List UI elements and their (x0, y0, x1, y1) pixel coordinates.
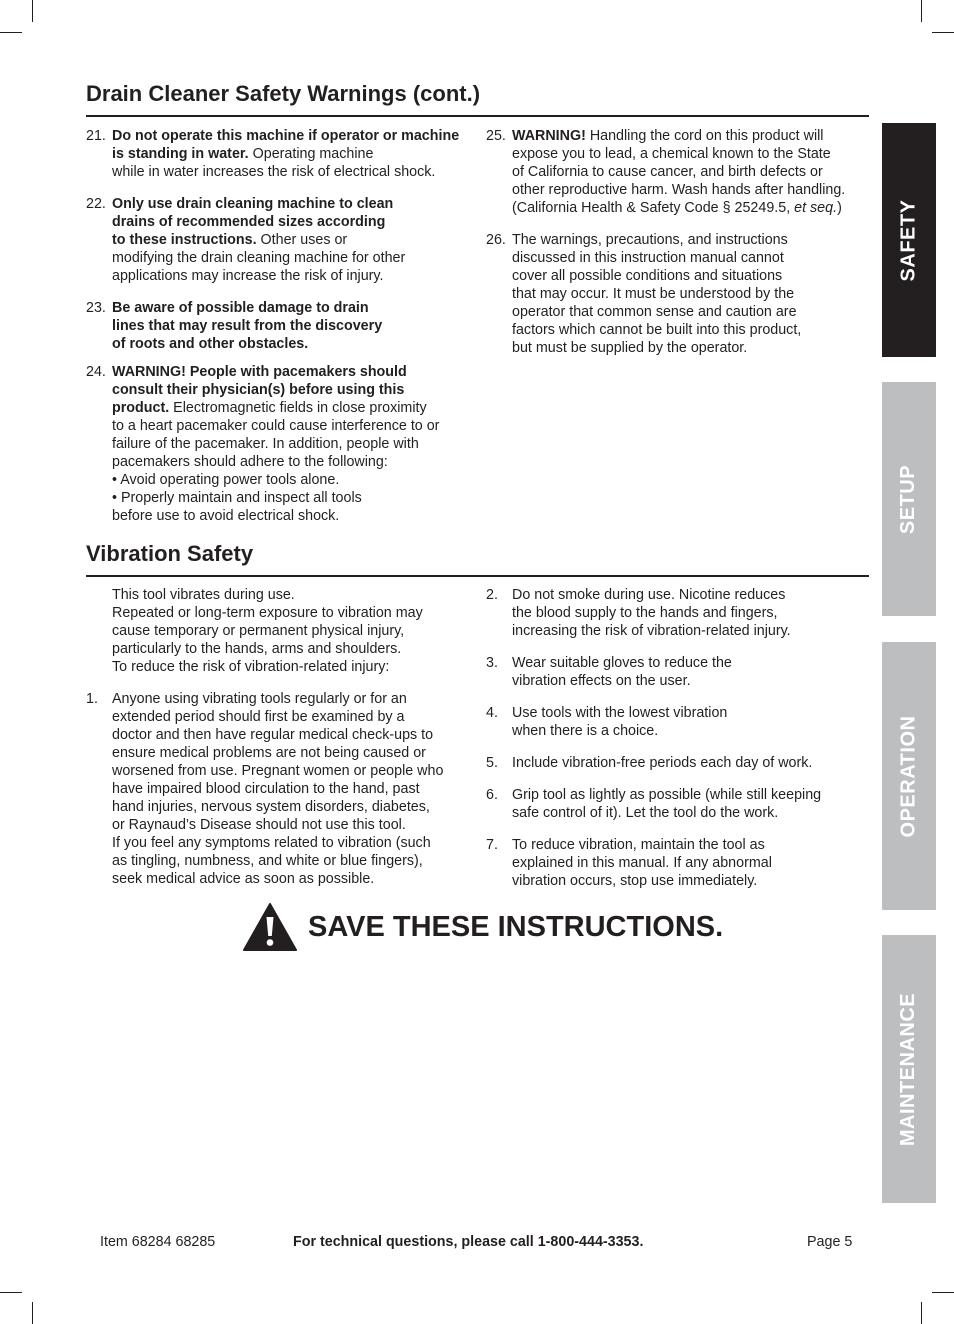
item-text: Wear suitable gloves to reduce the vibration effects on the user. (512, 655, 732, 689)
item-number: 24. (86, 364, 106, 380)
item-number: 3. (486, 655, 498, 671)
tab-label: MAINTENANCE (897, 992, 920, 1146)
item-number: 1. (86, 691, 98, 707)
crop-mark (0, 32, 22, 33)
heading-rule (86, 575, 869, 577)
item-number: 25. (486, 128, 506, 144)
item-bold-text: Be aware of possible damage to drain lines that may result from the discovery of roots and other obstacles. (112, 300, 383, 352)
item-text: Include vibration-free periods each day of work. (512, 755, 813, 771)
item-text: Use tools with the lowest vibration when there is a choice. (512, 705, 728, 739)
vibration-right-column (486, 586, 870, 890)
list-item (86, 363, 466, 525)
crop-mark (32, 0, 33, 22)
list-item (486, 786, 870, 822)
item-text: Anyone using vibrating tools regularly or for an extended period should first be examined by a doctor and then have regular medical check-ups to ensure medical problems are not being caused or worsened from use. Pregnant women or people who have impaired blood circulation to the hand, past hand injuries, nervous system disorders, diabetes, or Raynaud’s Disease should not use this tool. If you feel any symptoms related to vibration (such as tingling, numbness, and white or blue fingers), seek medical advice as soon as possible. (112, 691, 444, 887)
list-item (486, 127, 866, 217)
item-number: 7. (486, 837, 498, 853)
vibration-left-column (86, 586, 470, 888)
item-body-text: Handling the cord on this product will expose you to lead, a chemical known to the State of California to cause cancer, and birth defects or other reproductive harm. Wash hands after handling. (California Health & Safety Code § 25249.5, (512, 128, 846, 216)
list-item (86, 195, 466, 285)
footer-item-number: Item 68284 68285 (100, 1234, 216, 1250)
save-instructions-title: SAVE THESE INSTRUCTIONS. (308, 910, 724, 943)
item-number: 5. (486, 755, 498, 771)
item-text: Grip tool as lightly as possible (while still keeping safe control of it). Let the tool do the work. (512, 787, 822, 821)
list-item (486, 836, 870, 890)
item-end-text: ) (837, 200, 842, 216)
item-italic-text: et seq. (794, 200, 838, 216)
item-bold-text: WARNING! People with pacemakers should consult their physician(s) before using this product. (112, 364, 407, 416)
list-item (86, 127, 466, 181)
item-bold-text: Only use drain cleaning machine to clean drains of recommended sizes according to these instructions. (112, 196, 394, 248)
item-number: 21. (86, 128, 106, 144)
list-item (486, 654, 870, 690)
heading-rule (86, 115, 869, 117)
intro-text: This tool vibrates during use. Repeated or long-term exposure to vibration may cause temporary or permanent physical injury, particularly to the hands, arms and shoulders. To reduce the risk of vibration-related injury: (112, 587, 423, 675)
crop-mark (32, 1302, 33, 1324)
tab-label: OPERATION (897, 715, 920, 837)
crop-mark (932, 1292, 954, 1293)
crop-mark (0, 1292, 22, 1293)
tab-label: SETUP (897, 464, 920, 534)
drain-safety-right-column (486, 127, 866, 357)
item-number: 22. (86, 196, 106, 212)
tab-maintenance[interactable] (882, 935, 936, 1203)
crop-mark (921, 1302, 922, 1324)
crop-mark (932, 32, 954, 33)
item-text: The warnings, precautions, and instructions discussed in this instruction manual cannot cover all possible conditions and situations that may occur. It must be understood by the operator that common sense and caution are factors which cannot be built into this product, but must be supplied by the operator. (512, 232, 802, 356)
list-item (486, 754, 870, 772)
item-body-text: Other uses or modifying the drain cleaning machine for other applications may increase the risk of injury. (112, 232, 406, 284)
tab-operation[interactable] (882, 642, 936, 910)
item-bold-text: Do not operate this machine if operator or machine is standing in water. (112, 128, 460, 162)
intro-paragraph (86, 586, 470, 676)
tab-label: SAFETY (897, 199, 920, 281)
save-instructions-banner (242, 902, 723, 952)
item-number: 26. (486, 232, 506, 248)
item-text (112, 363, 466, 525)
item-number: 2. (486, 587, 498, 603)
item-text (112, 127, 466, 181)
indent-spacer (86, 586, 112, 676)
warning-triangle-icon (242, 902, 298, 952)
item-number: 6. (486, 787, 498, 803)
item-text: To reduce vibration, maintain the tool as explained in this manual. If any abnormal vibration occurs, stop use immediately. (512, 837, 772, 889)
list-item (86, 690, 470, 888)
section-heading-vibration-safety: Vibration Safety (86, 541, 254, 566)
section-heading-drain-safety: Drain Cleaner Safety Warnings (cont.) (86, 81, 481, 106)
list-item (486, 704, 870, 740)
crop-mark (921, 0, 922, 22)
item-text: Do not smoke during use. Nicotine reduces the blood supply to the hands and fingers, increasing the risk of vibration-related injury. (512, 587, 791, 639)
footer-phone: For technical questions, please call 1-800-444-3353. (293, 1234, 644, 1250)
list-item (86, 299, 466, 353)
item-body-text: Electromagnetic fields in close proximity to a heart pacemaker could cause interference to or failure of the pacemaker. In addition, people with pacemakers should adhere to the following: • Avoid operating power tools alone. • Properly maintain and inspect all tools before use to avoid electrical shock. (112, 400, 440, 524)
list-item (486, 586, 870, 640)
item-text (112, 195, 466, 285)
item-number: 4. (486, 705, 498, 721)
item-text (112, 299, 466, 353)
item-number: 23. (86, 300, 106, 316)
footer-page-number: Page 5 (807, 1234, 853, 1250)
item-bold-text: WARNING! (512, 128, 586, 144)
item-text (512, 127, 866, 217)
drain-safety-left-column (86, 127, 466, 525)
tab-safety[interactable] (882, 123, 936, 357)
list-item (486, 231, 866, 357)
tab-setup[interactable] (882, 382, 936, 616)
item-body-text: Operating machine while in water increases the risk of electrical shock. (112, 146, 436, 180)
